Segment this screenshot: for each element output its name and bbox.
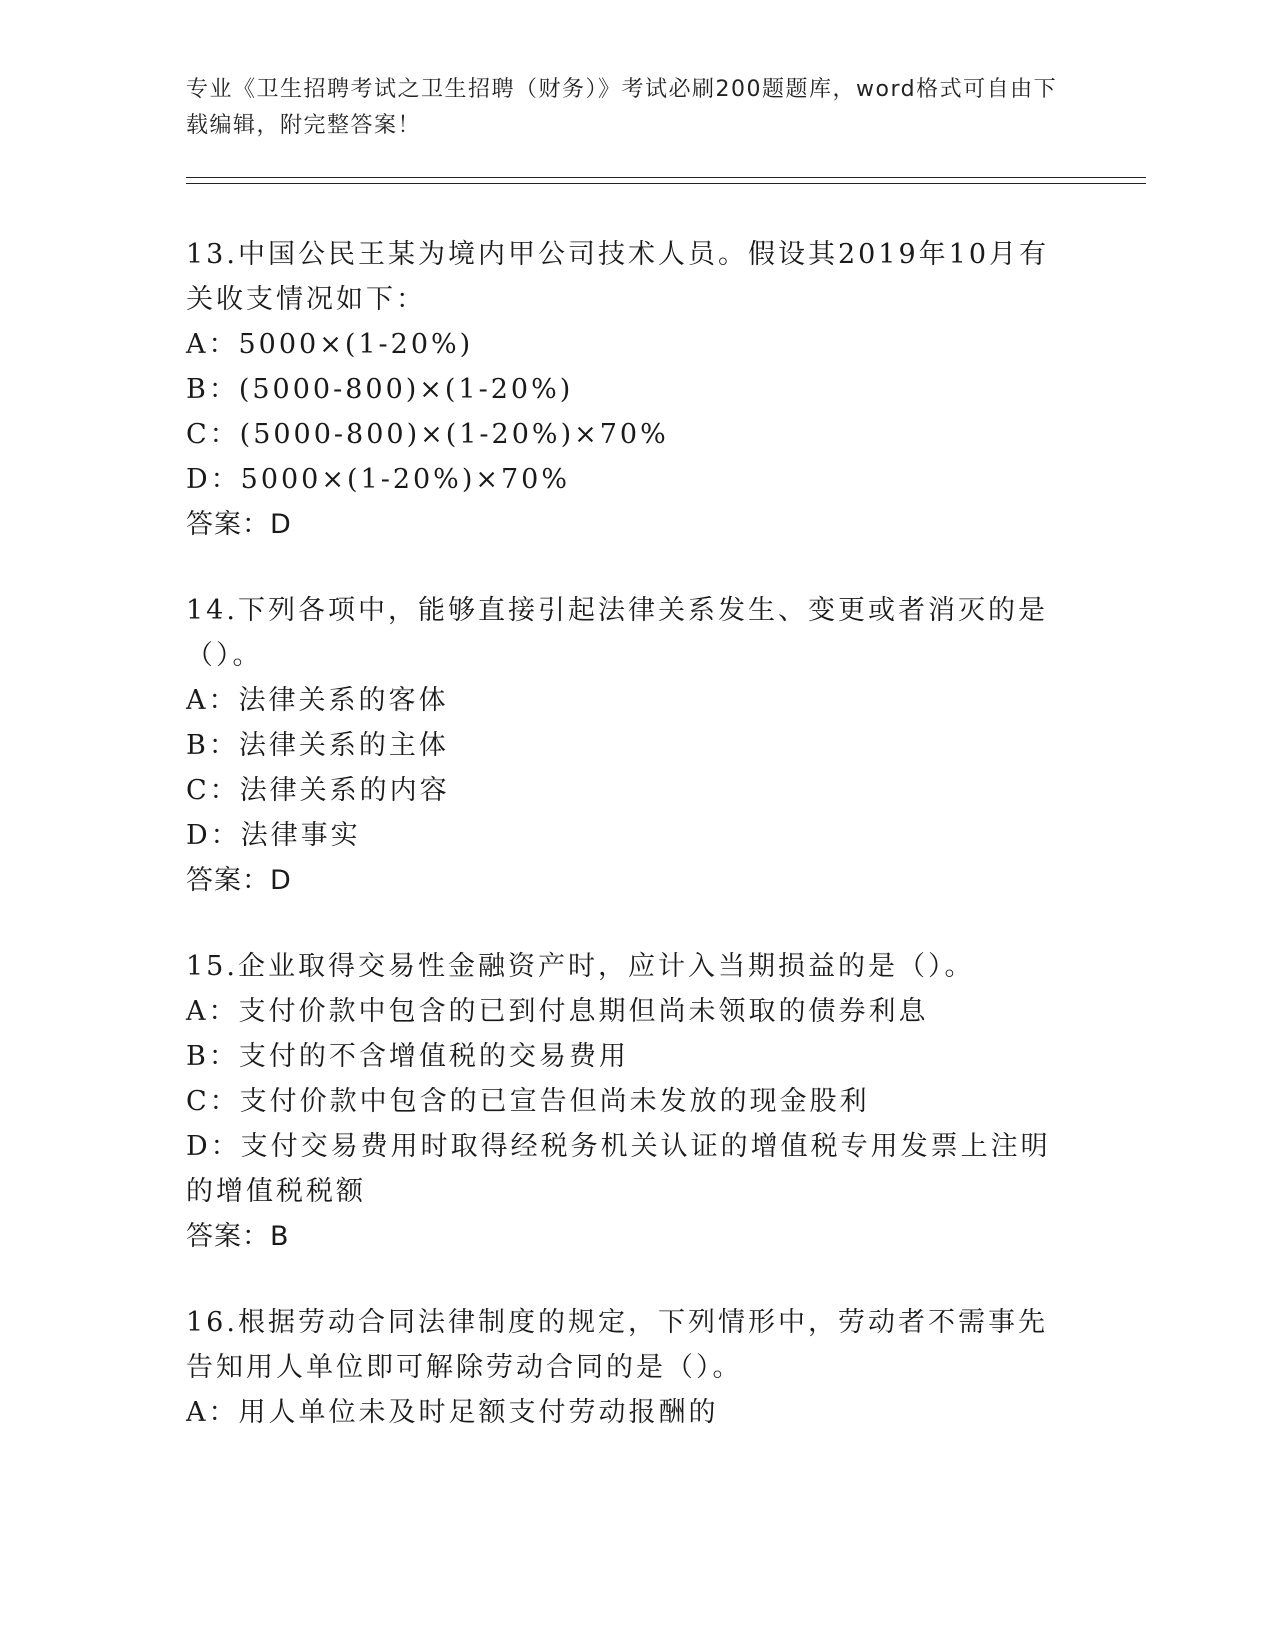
option-c: C：法律关系的内容 [186,775,450,806]
option-d: D：5000×(1-20%)×70% [186,464,570,495]
question-14 [186,588,1076,903]
answer-line: 答案：D [186,509,292,540]
question-15 [186,944,1076,1259]
option-a: A：法律关系的客体 [186,685,449,716]
option-a: A：用人单位未及时足额支付劳动报酬的 [186,1397,719,1428]
question-stem: 16.根据劳动合同法律制度的规定，下列情形中，劳动者不需事先告知用人单位即可解除劳动合同的是（）。 [186,1307,1048,1383]
option-a: A：5000×(1-20%) [186,329,474,360]
option-b: B：(5000-800)×(1-20%) [186,374,574,405]
answer-line: 答案：B [186,1221,290,1252]
document-header: 专业《卫生招聘考试之卫生招聘（财务）》考试必刷200题题库，word格式可自由下载编辑，附完整答案！ [186,77,1058,138]
header-divider-bottom [186,183,1146,184]
option-d: D：法律事实 [186,820,361,851]
question-stem: 14.下列各项中，能够直接引起法律关系发生、变更或者消灭的是（）。 [186,595,1048,671]
option-d: D：支付交易费用时取得经税务机关认证的增值税专用发票上注明的增值税税额 [186,1131,1051,1207]
option-c: C：(5000-800)×(1-20%)×70% [186,419,669,450]
header-divider-top [186,177,1146,178]
question-13 [186,232,1076,547]
option-a: A：支付价款中包含的已到付息期但尚未领取的债券利息 [186,996,929,1027]
question-stem: 13.中国公民王某为境内甲公司技术人员。假设其2019年10月有关收支情况如下： [186,239,1050,315]
option-c: C：支付价款中包含的已宣告但尚未发放的现金股利 [186,1086,870,1117]
option-b: B：支付的不含增值税的交易费用 [186,1041,629,1072]
answer-line: 答案：D [186,865,292,896]
question-16 [186,1300,1076,1435]
question-list [186,232,1076,1476]
option-b: B：法律关系的主体 [186,730,449,761]
question-stem: 15.企业取得交易性金融资产时，应计入当期损益的是（）。 [186,951,975,982]
